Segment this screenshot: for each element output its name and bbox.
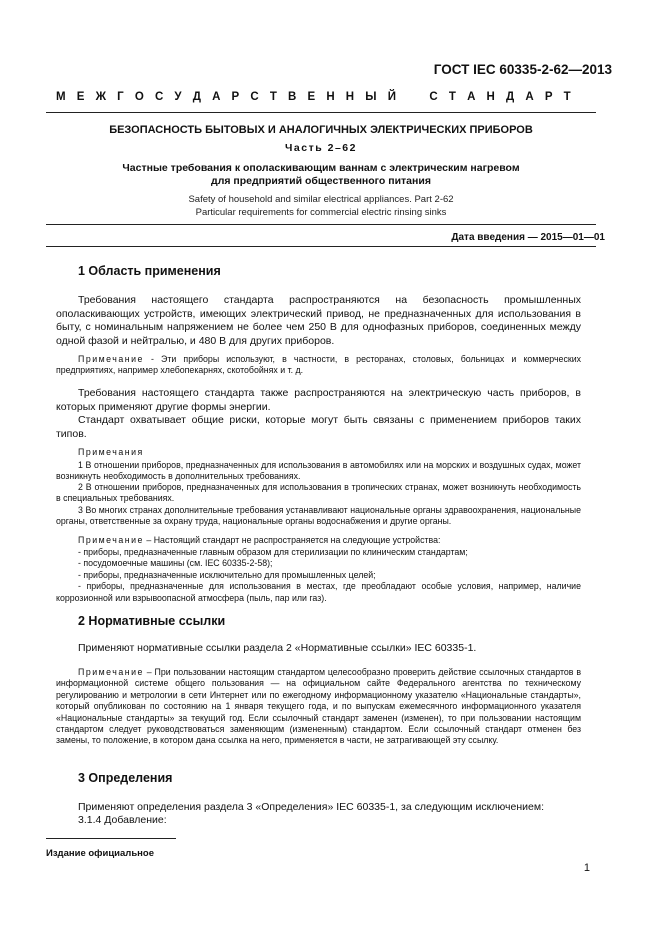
section-heading: 1 Область применения	[78, 264, 221, 278]
banner-letter: А	[467, 91, 476, 103]
english-title-line: Particular requirements for commercial electric rinsing sinks	[195, 206, 447, 218]
banner-letter: Г	[117, 91, 124, 103]
banner-letter: Н	[345, 91, 355, 103]
list-item: - приборы, предназначенные главным образом для стерилизации по клиническим стандартам;	[78, 547, 468, 557]
banner-letter: Т	[269, 91, 277, 103]
banner-letter: Е	[76, 91, 85, 103]
note-list	[56, 547, 581, 604]
banner-letter: Т	[563, 91, 571, 103]
date-divider	[46, 246, 596, 247]
banner-letter: Т	[448, 91, 456, 103]
banner-letter: А	[212, 91, 221, 103]
introduction-date: Дата введения — 2015—01—01	[451, 232, 605, 243]
part-number: Часть 2–62	[285, 142, 357, 154]
banner-letter: Е	[307, 91, 316, 103]
section-heading: 3 Определения	[78, 771, 173, 785]
subtitle-line: для предприятий общественного питания	[211, 175, 431, 187]
note-label: Примечание	[78, 354, 144, 364]
document-title: БЕЗОПАСНОСТЬ БЫТОВЫХ И АНАЛОГИЧНЫХ ЭЛЕКТРИЧЕСКИХ ПРИБОРОВ	[109, 124, 533, 136]
paragraph: Требования настоящего стандарта распространяются на безопасность промышленных ополаскивающих устройств, имеющих электрический привод, не предназначенных для использования в быту, с номинальным напряжением не более чем 250 В для однофазных приборов, соединенных между одной фазой и нейтралью, и 480 В для других приборов.	[56, 294, 581, 347]
banner-letter: Й	[387, 91, 396, 103]
header-divider	[46, 112, 596, 113]
banner-letter: Н	[326, 91, 335, 103]
standard-number: ГОСТ IEC 60335-2-62—2013	[433, 62, 612, 77]
interstate-standard-banner	[56, 91, 571, 103]
list-item: - приборы, предназначенные исключительно для промышленных целей;	[78, 569, 376, 580]
banner-letter: А	[525, 91, 534, 103]
note-text: – При пользовании настоящим стандартом целесообразно проверить действие ссылочных стандартов в информационной системе общего пользования — на официальном сайте Федерального агентства по техническому регулированию и метрологии в сети Интернет или по ежегодному информационному указателю «Национальные стандарты», который опубликован по состоянию на 1 января текущего года, и по выпускам ежемесячного информационного указателя «Национальные стандарты» за текущий год. Если ссылочный стандарт заменен (изменен), то при пользовании настоящим стандартом следует руководствоваться заменяющим (измененным) стандартом. Если ссылочный стандарт отменен без замены, то положение, в котором дана ссылка на него, применяется в части, не затрагивающей эту ссылку.	[56, 667, 581, 746]
note-label: Примечание	[78, 667, 144, 677]
note-text: - Эти приборы используют, в частности, в ресторанах, столовых, больницах и коммерческих предприятиях, например хлебопекарнях, скотобойнях и т. д.	[56, 354, 581, 376]
paragraph: Применяют нормативные ссылки раздела 2 «Нормативные ссылки» IEC 60335-1.	[78, 642, 477, 654]
banner-letter: Н	[486, 91, 495, 103]
banner-letter: О	[134, 91, 144, 103]
footer-divider	[46, 838, 176, 839]
banner-letter: Д	[506, 91, 515, 103]
paragraph: Требования настоящего стандарта также распространяются на электрическую часть приборов, в которых применяют другие формы энергии.	[56, 387, 581, 413]
notes-label: Примечания	[78, 447, 144, 457]
subtitle-line: Частные требования к ополаскивающим ваннам с электрическим нагревом	[122, 162, 520, 174]
banner-letter: С	[429, 91, 438, 103]
list-item: - приборы, предназначенные для использования в местах, где преобладают особые условия, например, наличие коррозионной или взрывоопасной атмосфера (пыль, пар или газ).	[56, 581, 581, 603]
paragraph: Стандарт охватывает общие риски, которые могут быть связаны с применением приборов таких типов.	[56, 414, 581, 440]
banner-letter: Р	[231, 91, 240, 103]
note-text: – Настоящий стандарт не распространяется на следующие устройства:	[143, 535, 441, 545]
note-item: 1 В отношении приборов, предназначенных для использования в автомобилях или на морских и воздушных судах, может возникнуть необходимость в дополнительных требованиях.	[56, 460, 581, 482]
paragraph: 3.1.4 Добавление:	[78, 814, 167, 826]
list-item: - посудомоечные машины (см. IEC 60335-2-58);	[78, 558, 273, 569]
banner-letter: М	[56, 91, 66, 103]
note-item: 3 Во многих странах дополнительные требования устанавливают национальные органы здравоохранения, национальные органы, ответственные за охрану труда, национальные органы водоснабжения и другие органы.	[56, 505, 581, 527]
page-number: 1	[583, 862, 590, 874]
edition-label: Издание официальное	[46, 848, 154, 859]
banner-letter: С	[250, 91, 259, 103]
paragraph: Применяют определения раздела 3 «Определения» IEC 60335-1, за следующим исключением:	[78, 801, 545, 813]
document-subtitle	[46, 162, 596, 188]
banner-letter: В	[288, 91, 297, 103]
english-title	[46, 194, 596, 219]
title-divider	[46, 224, 596, 225]
english-title-line: Safety of household and similar electrical appliances. Part 2-62	[188, 194, 454, 205]
note	[56, 667, 581, 747]
note-item: 2 В отношении приборов, предназначенных для использования в тропических странах, может возникнуть необходимость в специальных требованиях.	[56, 482, 581, 504]
banner-letter: Р	[544, 91, 553, 103]
note	[56, 535, 581, 546]
banner-letter: Ы	[365, 91, 377, 103]
section-heading: 2 Нормативные ссылки	[78, 614, 226, 628]
banner-letter: У	[174, 91, 182, 103]
banner-letter: Ж	[95, 91, 106, 103]
note-label: Примечание	[78, 535, 144, 545]
banner-letter: Д	[192, 91, 201, 103]
banner-letter: С	[154, 91, 164, 103]
note	[56, 354, 581, 377]
